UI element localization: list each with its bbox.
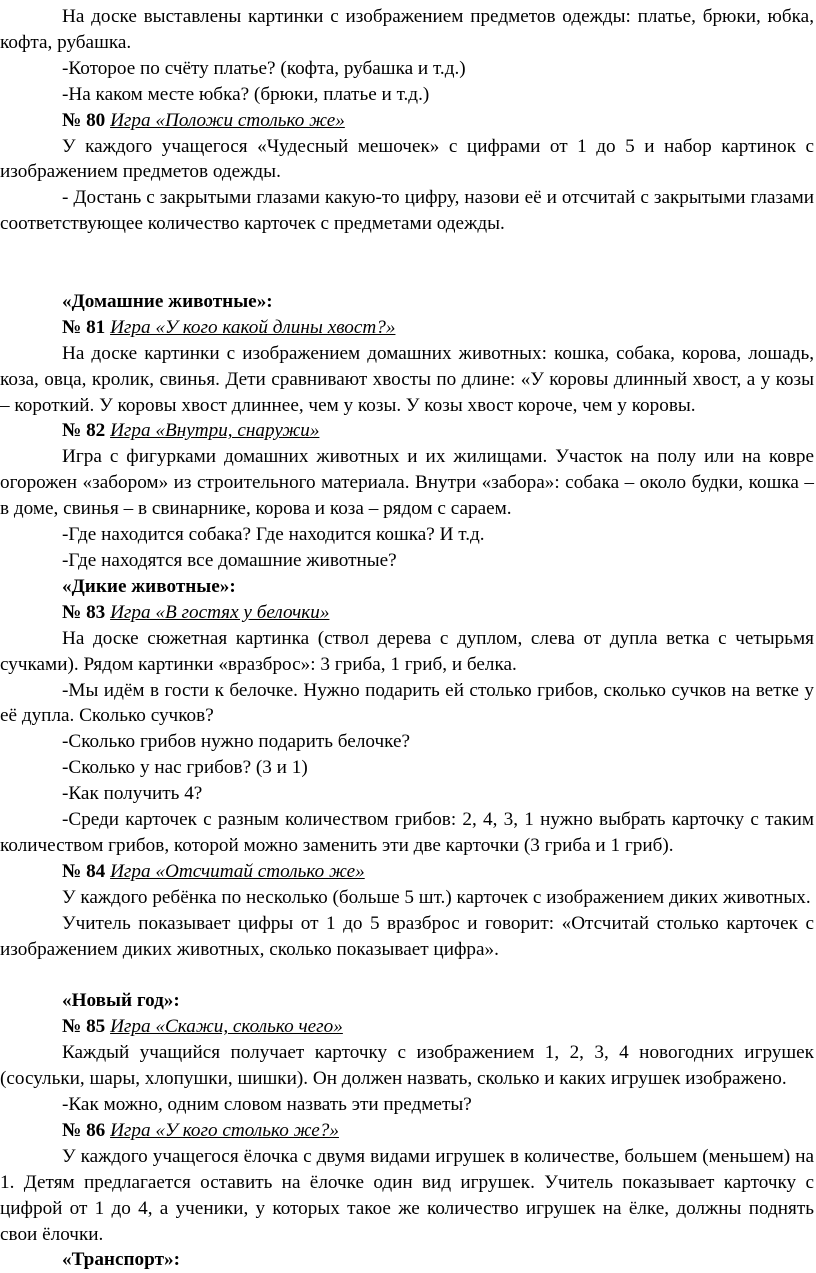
- paragraph: -Как можно, одним словом назвать эти предметы?: [62, 1094, 472, 1116]
- paragraph: -Мы идём в гости к белочке. Нужно подарить ей столько грибов, сколько сучков на ветке у её дупла. Сколько сучков?: [0, 679, 814, 727]
- section-heading-newyear: «Новый год»:: [62, 990, 180, 1012]
- game-number: № 84: [62, 860, 106, 882]
- section-heading-domestic: «Домашние животные»:: [62, 290, 273, 312]
- blank-line: [0, 237, 814, 289]
- paragraph: -Где находятся все домашние животные?: [62, 550, 397, 572]
- game-title: Игра «У кого какой длины хвост?»: [110, 316, 396, 338]
- section-heading-transport: «Транспорт»:: [62, 1249, 180, 1271]
- paragraph: У каждого ребёнка по несколько (больше 5 шт.) карточек с изображением диких животных.: [62, 886, 811, 908]
- game-title: Игра «Скажи, сколько чего»: [110, 1016, 343, 1038]
- paragraph: На доске сюжетная картинка (ствол дерева с дуплом, слева от дупла ветка с четырьмя сучками). Рядом картинки «вразброс»: 3 гриба, 1 гриб, и белка.: [0, 627, 814, 675]
- blank-line: [0, 963, 814, 989]
- paragraph: - Достань с закрытыми глазами какую-то цифру, назови её и отсчитай с закрытыми глазами соответствующее количество карточек с предметами одежды.: [0, 187, 814, 235]
- game-title: Игра «Отсчитай столько же»: [110, 860, 365, 882]
- section-heading-wild: «Дикие животные»:: [62, 575, 236, 597]
- paragraph: -Как получить 4?: [62, 783, 203, 805]
- game-number: № 80: [62, 109, 106, 131]
- game-number: № 82: [62, 420, 106, 442]
- paragraph: У каждого учащегося «Чудесный мешочек» с цифрами от 1 до 5 и набор картинок с изображением предметов одежды.: [0, 135, 814, 183]
- paragraph: Каждый учащийся получает карточку с изображением 1, 2, 3, 4 новогодних игрушек (сосульки, шары, хлопушки, шишки). Он должен назвать, сколько и каких игрушек изображено.: [0, 1042, 814, 1090]
- game-title: Игра «У кого столько же?»: [110, 1119, 339, 1141]
- game-title: Игра «Внутри, снаружи»: [110, 420, 320, 442]
- game-heading-84: [0, 859, 814, 885]
- game-number: № 81: [62, 316, 106, 338]
- paragraph: -Среди карточек с разным количеством грибов: 2, 4, 3, 1 нужно выбрать карточку с таким количеством грибов, которой можно заменить эти две карточки (3 гриба и 1 гриб).: [0, 809, 814, 856]
- paragraph: На доске картинки с изображением домашних животных: кошка, собака, корова, лошадь, коза, овца, кролик, свинья. Дети сравнивают хвосты по длине: «У коровы длинный хвост, а у козы – короткий. У коровы хвост длиннее, чем у козы. У козы хвост короче, чем у коровы.: [0, 342, 814, 416]
- game-number: № 85: [62, 1016, 106, 1038]
- game-title: Игра «В гостях у белочки»: [110, 601, 330, 623]
- paragraph: На доске выставлены картинки с изображением предметов одежды: платье, брюки, юбка, кофта, рубашка.: [0, 6, 814, 53]
- paragraph: У каждого учащегося ёлочка с двумя видами игрушек в количестве, большем (меньшем) на 1. Детям предлагается оставить на ёлочке один вид игрушек. Учитель показывает карточку с цифрой от 1 до 4, а ученики, у которых такое же количество игрушек на ёлке, должны поднять свои ёлочки.: [0, 1145, 814, 1245]
- paragraph: -Которое по счёту платье? (кофта, рубашка и т.д.): [62, 57, 466, 79]
- game-heading-80: [0, 108, 814, 134]
- paragraph: -На каком месте юбка? (брюки, платье и т.д.): [62, 83, 430, 105]
- game-heading-85: [0, 1014, 814, 1040]
- game-number: № 83: [62, 601, 106, 623]
- paragraph: Игра с фигурками домашних животных и их жилищами. Участок на полу или на ковре огорожен «забором» из строительного материала. Внутри «забора»: собака – около будки, кошка – в доме, свинья – в свинарнике, корова и коза – рядом с сараем.: [0, 446, 814, 520]
- game-number: № 86: [62, 1119, 106, 1141]
- paragraph: Учитель показывает цифры от 1 до 5 вразброс и говорит: «Отсчитай столько карточек с изображением диких животных, сколько показывает цифра».: [0, 912, 814, 960]
- game-heading-83: [0, 600, 814, 626]
- paragraph: -Где находится собака? Где находится кошка? И т.д.: [62, 524, 485, 546]
- game-heading-81: [0, 315, 814, 341]
- game-heading-82: [0, 418, 814, 444]
- paragraph: -Сколько у нас грибов? (3 и 1): [62, 757, 308, 779]
- paragraph: -Сколько грибов нужно подарить белочке?: [62, 731, 411, 753]
- game-title: Игра «Положи столько же»: [110, 109, 345, 131]
- game-heading-86: [0, 1118, 814, 1144]
